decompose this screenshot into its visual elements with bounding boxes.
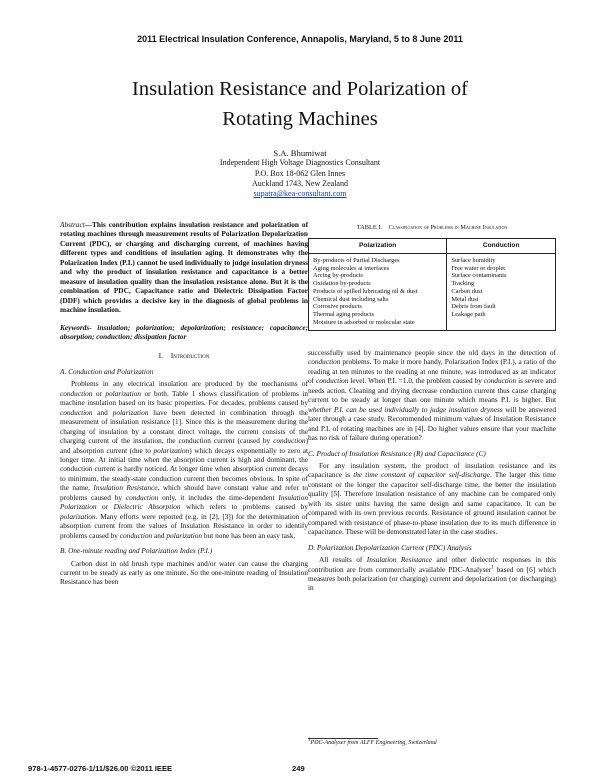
table-header-polarization: Polarization [309, 239, 447, 254]
table-row [309, 280, 556, 288]
table-cell-conduction: Surface humidity [447, 253, 556, 264]
abstract [60, 220, 308, 315]
table-cell-conduction: Leakage path [447, 311, 556, 319]
subsection-heading-a: A. Conduction and Polarization [60, 366, 154, 376]
author-email-link[interactable]: supatra@kea-consultant.com [253, 189, 347, 199]
title-line-2: Rotating Machines [222, 108, 378, 130]
table-cell-polarization: Moisture in adsorbed or molecular state [309, 319, 447, 330]
table-header-conduction: Conduction [447, 239, 556, 254]
table-cell-polarization: Chemical dust including salts [309, 296, 447, 304]
keywords: Keywords- insulation; polarization; depolarization; resistance; capacitance; absorption; conduction; dissipation factor [60, 322, 308, 341]
table-row [309, 311, 556, 319]
subsection-heading-b: B. One-minute reading and Polarization Index (P.I.) [60, 546, 213, 556]
paragraph-one-minute-reading: Carbon dust in old brush type machines and/or water can cause the charging current to be steady as early as one minute. So the one-minute reading of Insulation Resistance has been [60, 558, 308, 587]
conference-header: 2011 Electrical Insulation Conference, Annapolis, Maryland, 5 to 8 June 2011 [137, 34, 463, 44]
table-cell-polarization: Thermal aging products [309, 311, 447, 319]
section-title: Introduction [170, 351, 210, 361]
table-row [309, 288, 556, 296]
subsection-heading-d: D. Polarization Depolarization Current (PDC) Analysis [308, 542, 472, 552]
table-cell-polarization: Corrosive products [309, 303, 447, 311]
author-address-1: P.O. Box 18-062 Glen Innes [254, 168, 346, 178]
author-block [150, 148, 450, 199]
author-affiliation: Independent High Voltage Diagnostics Consultant [219, 158, 381, 168]
table-cell-conduction: Tracking [447, 280, 556, 288]
paragraph-product-rc: For any insulation system, the product of insulation resistance and its capacitance is the time constant of capacitor self-discharge. The larger this time constant or the longer the capacitor self-discharge time, the better the insulation quality [5]. Therefore insulation resistance of any machine can be compared only with its sister units having the same design and same capacitance. It can be compared with its own previous records. Resistance of ground insulation cannot be compared with resistance of phase-to-phase insulation due to its much difference in capacitance. These will be demonstrated later in the case studies. [308, 460, 556, 537]
table-row [309, 319, 556, 330]
problem-table [308, 238, 556, 331]
abstract-text: —This contribution explains insulation resistance and polarization of rotating machines through measurement results of Polarization Depolarization Current (PDC), or charging and discharging current, of machines having different types and conditions of insulation aging. It demonstrates why the Polarization Index (P.I.) cannot be used individually to judge insulation dryness and why the product of insulation resistance and capacitance is a better measure of insulation quality than the insulation resistance alone. But it is the combination of PDC, Capacitance ratio and Dielectric Dissipation Factor (DDF) which provides a decisive key in the diagnosis of global problems in machine insulation. [60, 220, 308, 315]
paragraph-conduction-polarization: Problems in any electrical insulation are produced by the mechanisms of conduction or polarization or both. Table 1 shows classification of problems in machine insulation based on its basic properties. For decades, problems caused by conduction and polarization have been detected in combination through the measurement of insulation resistance [1]. Since this is the measurement during the charging of insulation by a constant direct voltage, the current consists of the charging current of the insulation, the conduction current (caused by conduction) and absorption current (due to polarization) which decays exponentially to zero at longer time. At initial time when the absorption current is high and dominant, the conduction current is hardly noticed. At longer time when absorption current decays to minimum, the steady-state conduction current then becomes obvious. In spite of the name, Insulation Resistance, which should have constant value and refer to problems caused by conduction only, it includes the time-dependent Insulation Polarization or Dielectric Absorption which refers to problems caused by polarization. Many efforts were reported (e.g. in [2], [3]) for the determination of absorption current from the values of Insulation Resistance in order to identify problems caused by conduction and polarization but none has been an easy task. [60, 379, 309, 540]
table-caption: TABLE I. Classification of Problems in Machine Insulation [356, 224, 508, 231]
table-cell-polarization: Arcing by-products [309, 272, 447, 280]
table-cell-polarization: Aging molecules at interfaces [309, 265, 447, 273]
table-row [309, 253, 556, 264]
table-row [309, 303, 556, 311]
right-column [308, 348, 556, 593]
subsection-heading-c: C. Product of Insulation Resistance (R) and Capacitance (C) [308, 448, 486, 458]
left-column [60, 220, 308, 587]
classification-table [308, 224, 556, 331]
table-row [309, 296, 556, 304]
section-number: I. [158, 351, 164, 361]
footnote: $^1$PDC-Analyser from ALFF Engineering, Switzerland [308, 738, 437, 746]
table-row [309, 265, 556, 273]
table-cell-conduction: Free water or droplet [447, 265, 556, 273]
table-cell-conduction [447, 319, 556, 330]
table-cell-polarization: By-products of Partial Discharges [309, 253, 447, 264]
copyright-footer: 978-1-4577-0276-1/11/$26.00 ©2011 IEEE [28, 764, 173, 773]
table-cell-polarization: Oxidation by-products [309, 280, 447, 288]
footnote-divider [308, 738, 378, 739]
table-cell-conduction: Surface contaminants [447, 272, 556, 280]
paragraph-pdc-analysis: All results of Insulation Resistance and other dielectric responses in this contribution are from commercially available PDC-Analyser$^1$ based on [6] which measures both polarization (or charging) current and depolarization (or discharging) in [308, 555, 556, 593]
table-row [309, 272, 556, 280]
title-line-1: Insulation Resistance and Polarization of [132, 78, 468, 100]
section-heading-introduction [60, 351, 308, 360]
table-cell-conduction: Carbon dust [447, 288, 556, 296]
page-number: 249 [292, 764, 305, 773]
paragraph-pi-continued: successfully used by maintenance people since the old days in the detection of conduction problems. To make it more handy, Polarization Index (P.I.), a ratio of the reading at ten minutes to the reading at one minute, was introduced as an indicator of conduction level. When P.I. =1.0, the problem caused by conduction is severe and needs action. Cleaning and drying decrease conduction current thus cause charging current to be steady at longer than one minute which means P.I. is higher. But whether P.I. can be used individually to judge insulation dryness will be answered later through a case study. Recommended minimum values of Insulation Resistance and P.I. of rotating machines are in [4]. Do higher values ensure that your machine has no risk of failure during operation? [308, 348, 556, 443]
paper-title [60, 74, 540, 134]
author-address-2: Auckland 1743, New Zealand [252, 178, 348, 188]
author-name: S.A. Bhumiwat [273, 148, 327, 158]
abstract-lead: Abstract [60, 220, 85, 229]
table-cell-polarization: Products of spilled lubricating oil & dust [309, 288, 447, 296]
table-cell-conduction: Debris from fault [447, 303, 556, 311]
table-cell-conduction: Metal dust [447, 296, 556, 304]
